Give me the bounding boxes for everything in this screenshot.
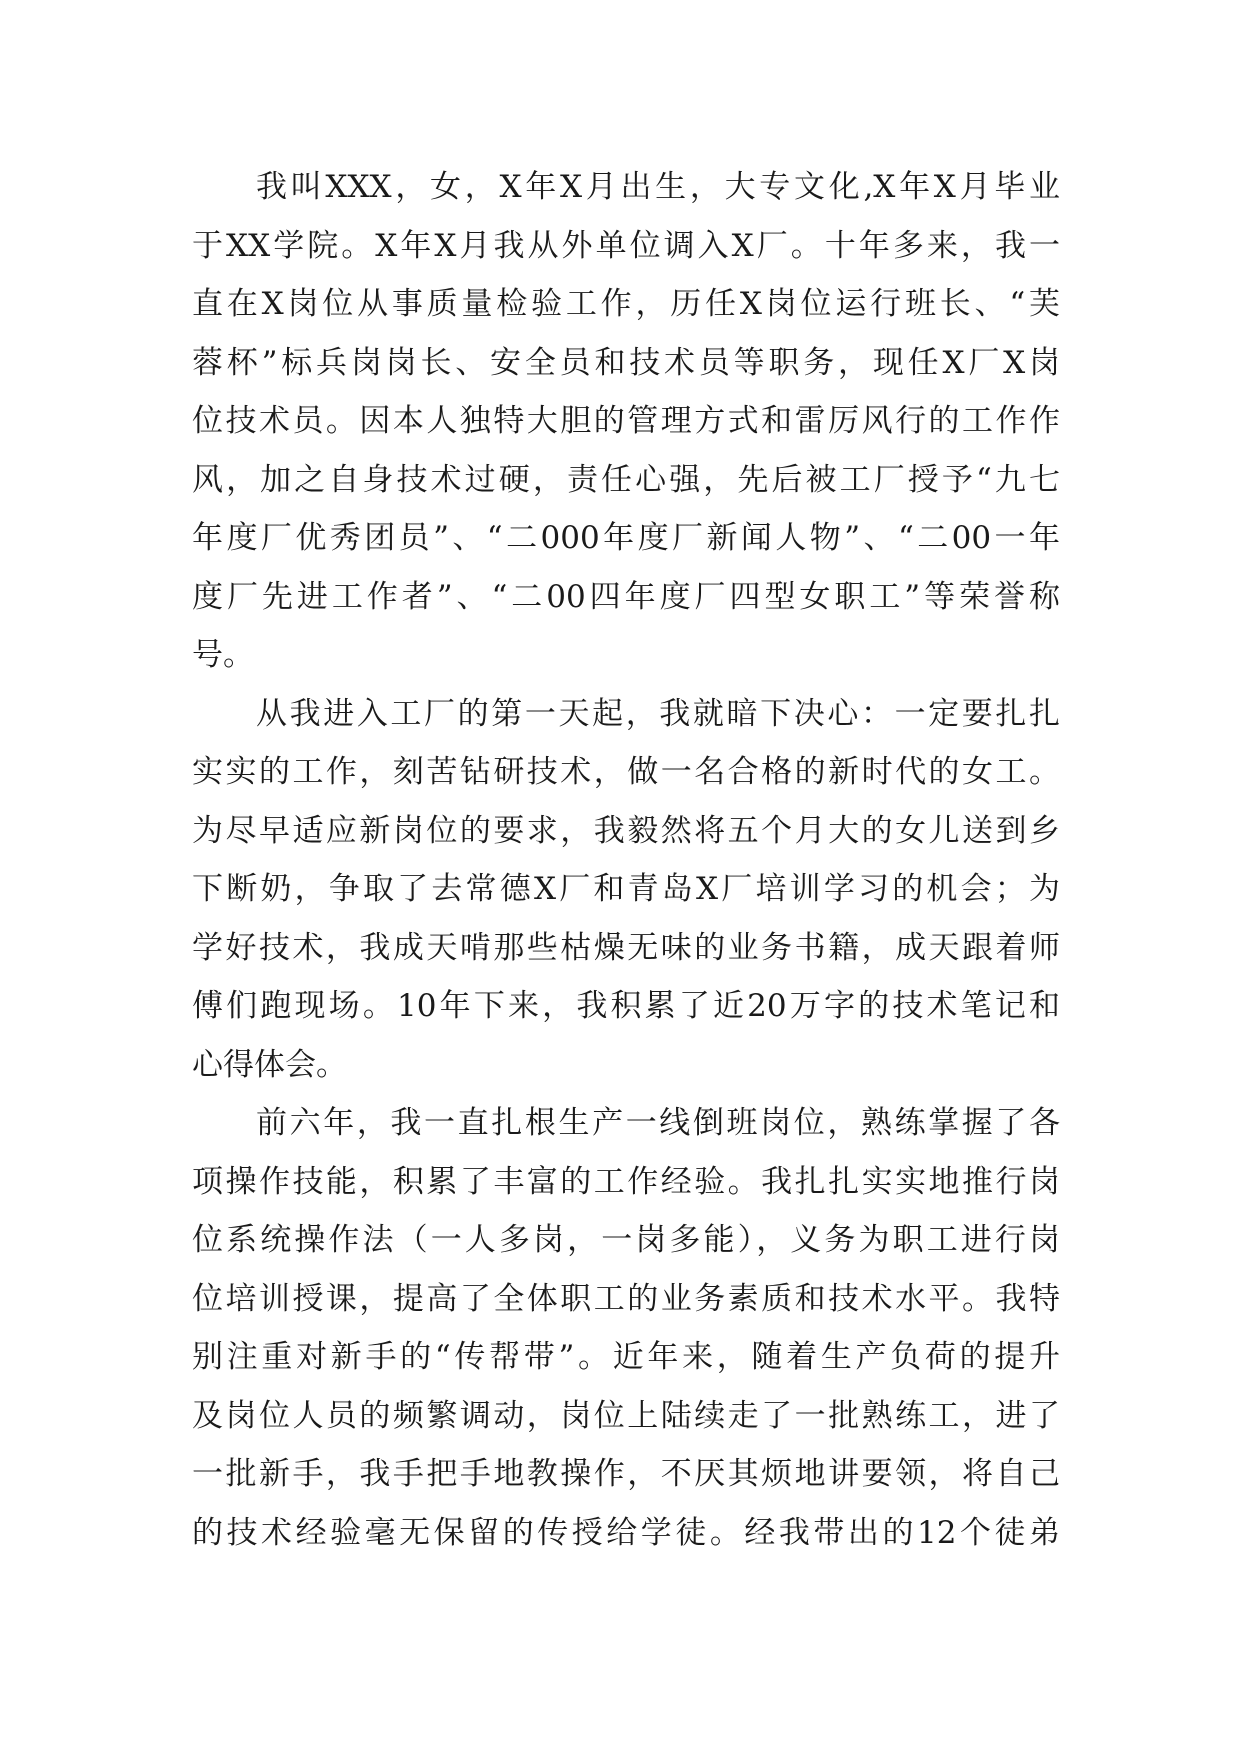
text-line: 蓉杯”标兵岗岗长、安全员和技术员等职务，现任X厂X岗 [192, 344, 1060, 381]
text-line: 为尽早适应新岗位的要求，我毅然将五个月大的女儿送到乡 [192, 812, 1060, 849]
paragraph-first-six-years [192, 1094, 1060, 1562]
text-line: 学好技术，我成天啃那些枯燥无味的业务书籍，成天跟着师 [192, 929, 1060, 966]
document-body [192, 158, 1060, 1562]
text-line: 位技术员。因本人独特大胆的管理方式和雷厉风行的工作作 [192, 403, 1060, 439]
text-line: 直在X岗位从事质量检验工作，历任X岗位运行班长、“芙 [192, 286, 1060, 322]
text-line: 度厂先进工作者”、“二00四年度厂四型女职工”等荣誉称 [192, 578, 1060, 615]
text-line: 的技术经验毫无保留的传授给学徒。经我带出的12个徒弟 [192, 1514, 1060, 1551]
text-line: 下断奶，争取了去常德X厂和青岛X厂培训学习的机会；为 [192, 871, 1060, 907]
text-line: 号。 [192, 637, 254, 673]
text-line: 一批新手，我手把手地教操作，不厌其烦地讲要领，将自己 [192, 1456, 1060, 1492]
text-line: 我叫XXX，女，X年X月出生，大专文化,X年X月毕业 [256, 169, 1060, 205]
paragraph-determination [192, 685, 1060, 1095]
text-line: 年度厂优秀团员”、“二000年度厂新闻人物”、“二00一年 [192, 520, 1060, 556]
text-line: 前六年，我一直扎根生产一线倒班岗位，熟练掌握了各 [256, 1105, 1060, 1141]
text-line: 别注重对新手的“传帮带”。近年来，随着生产负荷的提升 [192, 1339, 1060, 1375]
text-line: 从我进入工厂的第一天起，我就暗下决心：一定要扎扎 [256, 695, 1060, 732]
paragraph-intro [192, 158, 1060, 685]
text-line: 项操作技能，积累了丰富的工作经验。我扎扎实实地推行岗 [192, 1163, 1060, 1200]
text-line: 风，加之自身技术过硬，责任心强，先后被工厂授予“九七 [192, 461, 1060, 498]
text-line: 位系统操作法（一人多岗，一岗多能），义务为职工进行岗 [192, 1222, 1060, 1258]
text-line: 位培训授课，提高了全体职工的业务素质和技术水平。我特 [192, 1280, 1060, 1317]
text-line: 傅们跑现场。10年下来，我积累了近20万字的技术笔记和 [192, 988, 1060, 1024]
text-line: 实实的工作，刻苦钻研技术，做一名合格的新时代的女工。 [192, 754, 1060, 790]
text-line: 及岗位人员的频繁调动，岗位上陆续走了一批熟练工，进了 [192, 1397, 1060, 1434]
text-line: 心得体会。 [192, 1046, 347, 1083]
text-line: 于XX学院。X年X月我从外单位调入X厂。十年多来，我一 [192, 227, 1060, 264]
